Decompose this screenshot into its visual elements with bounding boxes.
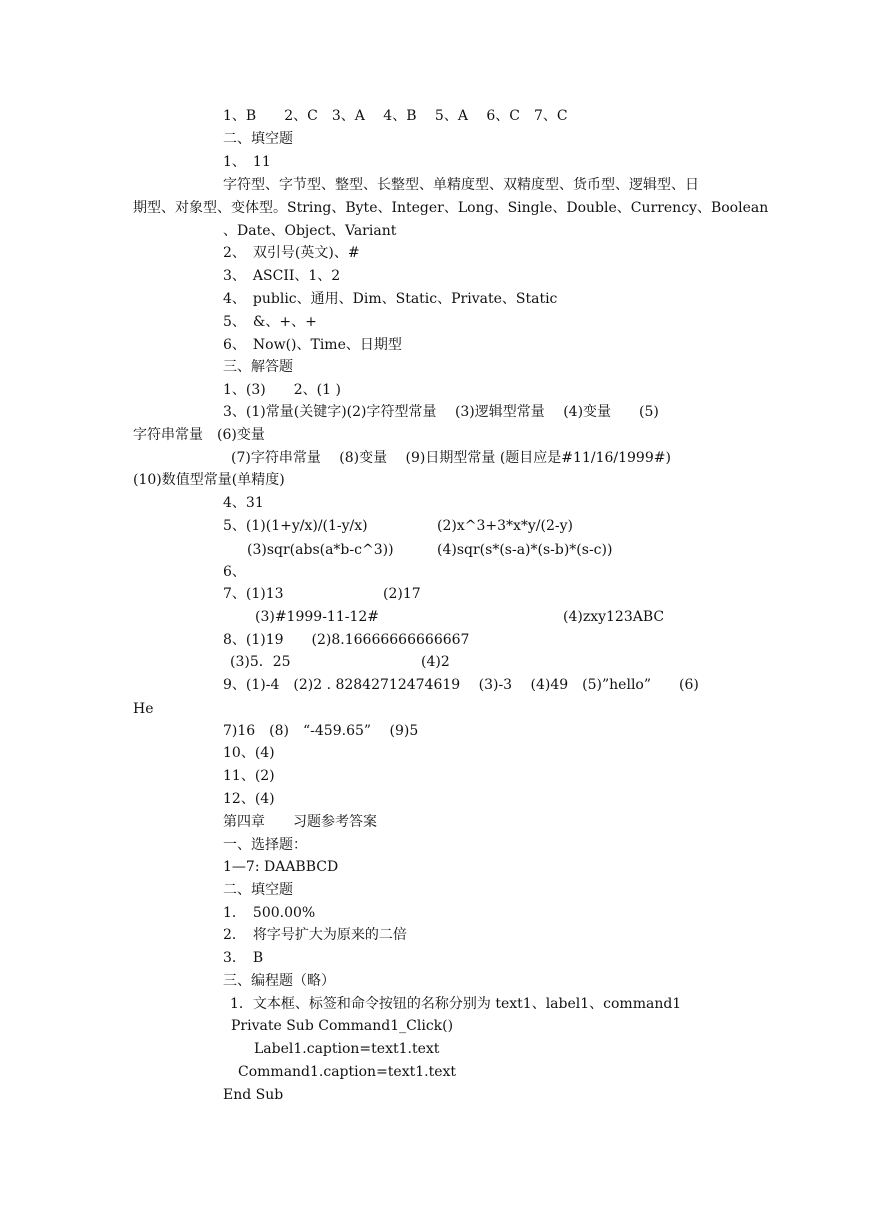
text-line: 字符型、字节型、整型、长整型、单精度型、双精度型、货币型、逻辑型、日	[223, 177, 699, 193]
text-line: (10)数值型常量(单精度)	[133, 472, 285, 488]
text-line: 1、B 2、C 3、A 4、B 5、A 6、C 7、C	[223, 108, 568, 124]
text-line: (2)17	[383, 586, 421, 602]
text-line: 9、(1)-4 (2)2 . 82842712474619 (3)-3 (4)49 (5)”hello” (6)	[223, 677, 699, 693]
code-line: Label1.caption=text1.text	[254, 1041, 440, 1057]
text-line: 5、 &、+、+	[223, 314, 317, 330]
text-line: (4)zxy123ABC	[563, 609, 665, 625]
text-line: 4、31	[223, 495, 264, 511]
text-line: 10、(4)	[223, 745, 275, 761]
text-line: 8、(1)19 (2)8.16666666666667	[223, 632, 470, 648]
text-line: 1、(3) 2、(1 )	[223, 382, 341, 398]
text-line: 、Date、Object、Variant	[223, 223, 397, 239]
text-line: 7、(1)13	[223, 586, 284, 602]
text-line: (3)#1999-11-12#	[255, 609, 380, 625]
code-line: End Sub	[223, 1087, 284, 1103]
text-line: 12、(4)	[223, 791, 275, 807]
text-line: 1． 500.00%	[223, 905, 316, 921]
text-line: (2)x^3+3*x*y/(2-y)	[437, 518, 573, 534]
text-line: 5、(1)(1+y/x)/(1-y/x)	[223, 518, 368, 534]
text-line: 6、 Now()、Time、日期型	[223, 337, 402, 353]
text-line: (4)2	[421, 654, 450, 670]
text-line: 3． B	[223, 950, 264, 966]
text-line: (3)sqr(abs(a*b-c^3))	[247, 542, 394, 558]
text-line: 3、(1)常量(关键字)(2)字符型常量 (3)逻辑型常量 (4)变量 (5)	[223, 404, 659, 420]
section-heading: 二、填空题	[223, 882, 293, 898]
text-line: 期型、对象型、变体型。String、Byte、Integer、Long、Single、Double、Currency、Boolean	[133, 200, 769, 216]
text-line: 1、 11	[223, 154, 271, 170]
section-heading: 三、编程题（略）	[223, 973, 335, 989]
text-line: 7)16 (8) “-459.65” (9)5	[223, 723, 419, 739]
text-line: (4)sqr(s*(s-a)*(s-b)*(s-c))	[437, 542, 613, 558]
code-line: Command1.caption=text1.text	[238, 1064, 457, 1080]
text-line: (7)字符串常量 (8)变量 (9)日期型常量 (题目应是#11/16/1999#)	[231, 450, 671, 466]
text-line: 1—7: DAABBCD	[223, 859, 339, 875]
chapter-heading: 第四章 习题参考答案	[223, 814, 377, 830]
section-heading: 二、填空题	[223, 131, 293, 147]
text-line: 4、 public、通用、Dim、Static、Private、Static	[223, 291, 558, 307]
text-line: 2． 将字号扩大为原来的二倍	[223, 927, 407, 943]
text-line: 1．文本框、标签和命令按钮的名称分别为 text1、label1、command1	[230, 996, 682, 1012]
text-line: 3、 ASCII、1、2	[223, 268, 341, 284]
text-line: He	[133, 701, 154, 717]
text-line: 11、(2)	[223, 768, 275, 784]
code-line: Private Sub Command1_Click()	[231, 1018, 454, 1034]
text-line: 6、	[223, 564, 246, 580]
text-line: 2、 双引号(英文)、#	[223, 245, 360, 261]
text-line: (3)5．25	[230, 654, 291, 670]
text-line: 字符串常量 (6)变量	[133, 427, 265, 443]
section-heading: 一、选择题：	[223, 837, 307, 853]
section-heading: 三、解答题	[223, 359, 293, 375]
